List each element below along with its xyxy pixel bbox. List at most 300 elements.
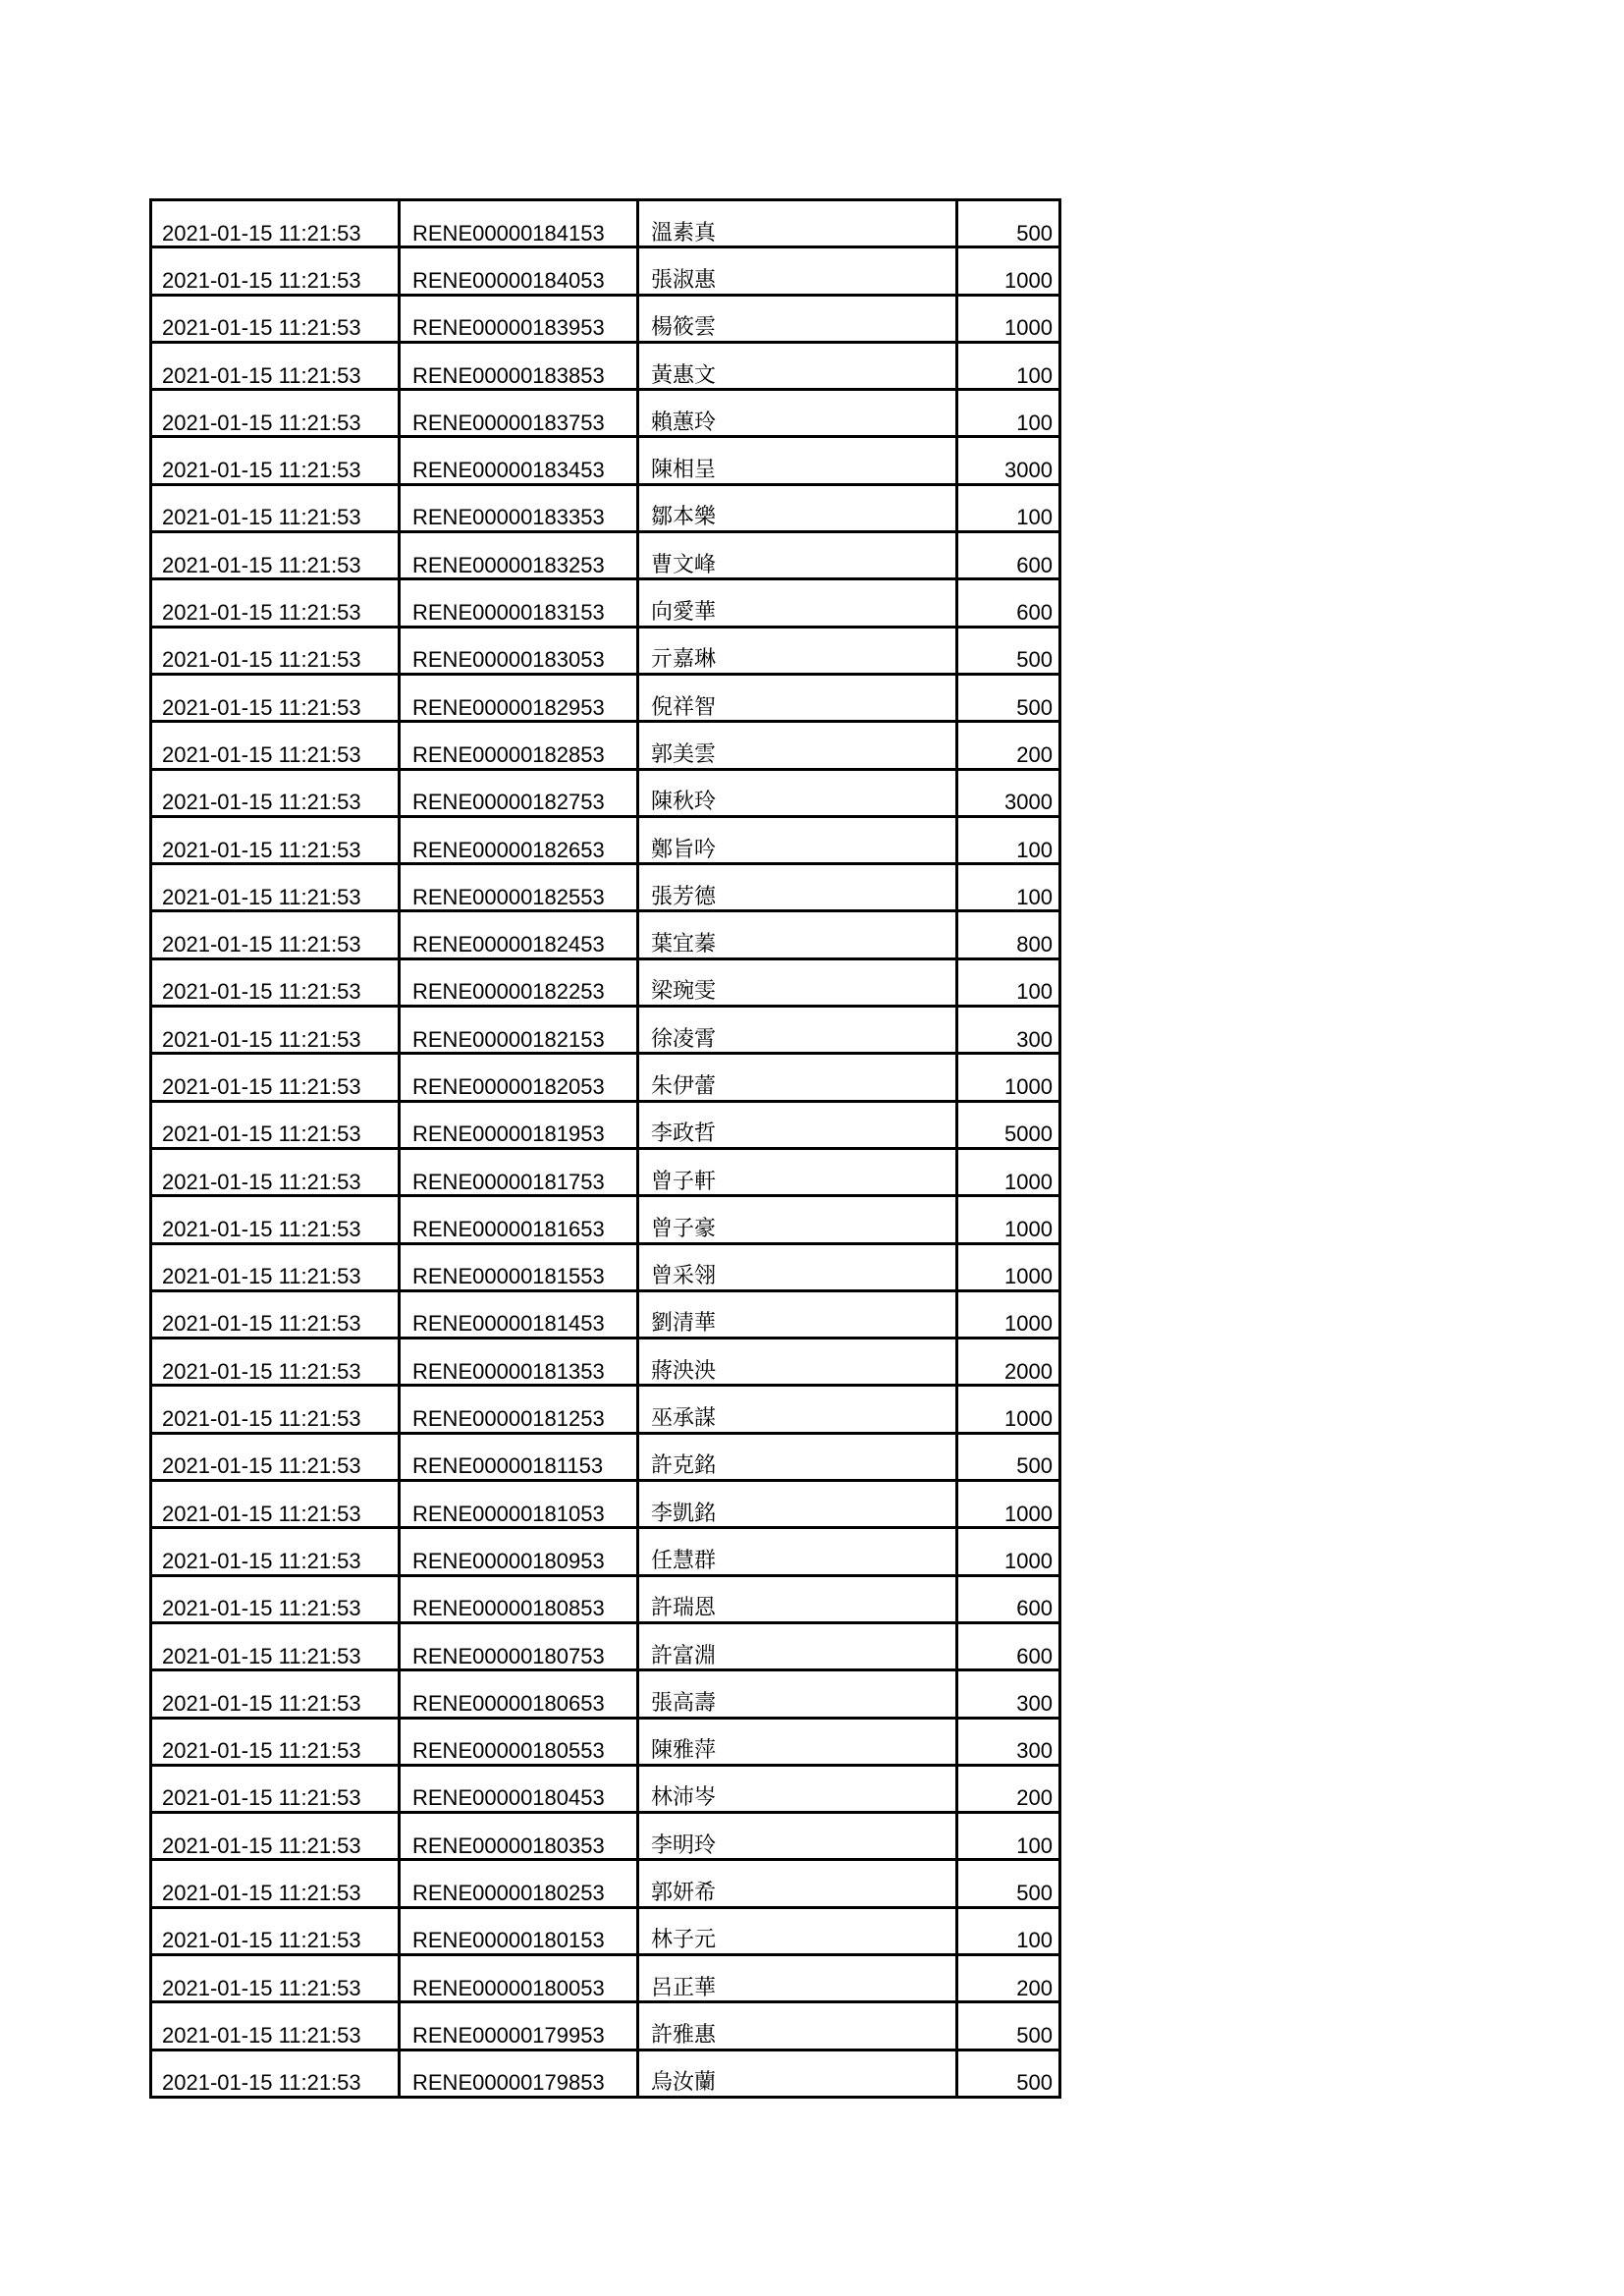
time-cell: [151, 674, 400, 721]
table-row: [151, 342, 1060, 389]
order-id-text: RENE00000183253: [412, 552, 605, 577]
time-text: 2021-01-15 11:21:53: [162, 884, 361, 909]
donor-name-text: 梁琬雯: [651, 979, 717, 1005]
time-cell: [151, 342, 400, 389]
table-row: [151, 1765, 1060, 1812]
time-cell: [151, 579, 400, 627]
time-text: 2021-01-15 11:21:53: [162, 1121, 361, 1147]
order-id-text: RENE00000183053: [412, 647, 605, 673]
donor-name-text: 陳秋玲: [651, 790, 717, 815]
donor-name-text: 鄒本樂: [651, 505, 717, 530]
table-row: [151, 484, 1060, 531]
name-cell: [638, 958, 957, 1006]
time-text: 2021-01-15 11:21:53: [162, 932, 361, 957]
time-text: 2021-01-15 11:21:53: [162, 1358, 361, 1384]
amount-text: 500: [1016, 2070, 1053, 2096]
order-id-cell: [400, 2002, 638, 2050]
time-text: 2021-01-15 11:21:53: [162, 552, 361, 577]
order-id-cell: [400, 342, 638, 389]
name-cell: [638, 1622, 957, 1669]
amount-cell: [957, 295, 1060, 342]
time-text: 2021-01-15 11:21:53: [162, 1975, 361, 2000]
amount-cell: [957, 816, 1060, 863]
name-cell: [638, 247, 957, 295]
time-text: 2021-01-15 11:21:53: [162, 2022, 361, 2048]
order-id-cell: [400, 816, 638, 863]
name-cell: [638, 1481, 957, 1528]
table-row: [151, 769, 1060, 816]
amount-cell: [957, 342, 1060, 389]
order-id-cell: [400, 1954, 638, 2001]
name-cell: [638, 1907, 957, 1954]
time-cell: [151, 1243, 400, 1290]
amount-text: 500: [1016, 220, 1053, 246]
order-id-cell: [400, 1148, 638, 1195]
name-cell: [638, 1860, 957, 1907]
name-cell: [638, 1007, 957, 1054]
time-cell: [151, 484, 400, 531]
time-text: 2021-01-15 11:21:53: [162, 505, 361, 530]
amount-text: 1000: [1004, 1501, 1053, 1526]
table-row: [151, 1054, 1060, 1101]
amount-text: 600: [1016, 552, 1053, 577]
time-text: 2021-01-15 11:21:53: [162, 837, 361, 862]
order-id-cell: [400, 1196, 638, 1243]
name-cell: [638, 1813, 957, 1860]
order-id-cell: [400, 2050, 638, 2097]
time-text: 2021-01-15 11:21:53: [162, 600, 361, 626]
order-id-text: RENE00000182253: [412, 979, 605, 1005]
name-cell: [638, 1196, 957, 1243]
order-id-text: RENE00000181653: [412, 1216, 605, 1241]
order-id-cell: [400, 1386, 638, 1433]
order-id-text: RENE00000184053: [412, 267, 605, 293]
amount-cell: [957, 674, 1060, 721]
time-text: 2021-01-15 11:21:53: [162, 1643, 361, 1668]
amount-cell: [957, 1622, 1060, 1669]
time-cell: [151, 722, 400, 769]
table-row: [151, 1386, 1060, 1433]
time-text: 2021-01-15 11:21:53: [162, 2070, 361, 2096]
order-id-cell: [400, 1481, 638, 1528]
donor-name-text: 劉清華: [651, 1311, 717, 1337]
amount-cell: [957, 864, 1060, 911]
table-row: [151, 627, 1060, 674]
amount-cell: [957, 2002, 1060, 2050]
time-text: 2021-01-15 11:21:53: [162, 790, 361, 815]
time-cell: [151, 1007, 400, 1054]
time-cell: [151, 2050, 400, 2097]
name-cell: [638, 1290, 957, 1338]
order-id-cell: [400, 1528, 638, 1575]
donor-name-text: 向愛華: [651, 600, 717, 626]
amount-cell: [957, 1481, 1060, 1528]
table-row: [151, 1339, 1060, 1386]
amount-cell: [957, 484, 1060, 531]
order-id-text: RENE00000183953: [412, 315, 605, 341]
time-text: 2021-01-15 11:21:53: [162, 315, 361, 341]
order-id-text: RENE00000182053: [412, 1073, 605, 1099]
donor-name-text: 林沛岑: [651, 1785, 717, 1811]
donor-name-text: 徐凌霄: [651, 1026, 717, 1052]
name-cell: [638, 1148, 957, 1195]
amount-text: 1000: [1004, 1548, 1053, 1573]
donor-name-text: 烏汝蘭: [651, 2070, 717, 2096]
time-text: 2021-01-15 11:21:53: [162, 1690, 361, 1716]
name-cell: [638, 2002, 957, 2050]
time-text: 2021-01-15 11:21:53: [162, 979, 361, 1005]
time-cell: [151, 1196, 400, 1243]
amount-text: 2000: [1004, 1358, 1053, 1384]
order-id-text: RENE00000180453: [412, 1785, 605, 1811]
order-id-text: RENE00000182753: [412, 790, 605, 815]
amount-cell: [957, 2050, 1060, 2097]
time-cell: [151, 1575, 400, 1622]
order-id-cell: [400, 1101, 638, 1148]
time-text: 2021-01-15 11:21:53: [162, 1406, 361, 1432]
table-row: [151, 1954, 1060, 2001]
table-row: [151, 390, 1060, 437]
time-cell: [151, 816, 400, 863]
amount-cell: [957, 911, 1060, 958]
order-id-text: RENE00000182853: [412, 741, 605, 767]
amount-cell: [957, 1670, 1060, 1718]
time-cell: [151, 1954, 400, 2001]
order-id-cell: [400, 1813, 638, 1860]
amount-cell: [957, 1196, 1060, 1243]
time-text: 2021-01-15 11:21:53: [162, 458, 361, 483]
table-row: [151, 247, 1060, 295]
amount-text: 1000: [1004, 267, 1053, 293]
amount-text: 100: [1016, 1832, 1053, 1858]
donor-name-text: 鄭旨吟: [651, 837, 717, 862]
time-cell: [151, 1670, 400, 1718]
amount-cell: [957, 1148, 1060, 1195]
table-row: [151, 437, 1060, 484]
order-id-cell: [400, 1290, 638, 1338]
amount-cell: [957, 1813, 1060, 1860]
table-row: [151, 1575, 1060, 1622]
order-id-cell: [400, 958, 638, 1006]
amount-text: 600: [1016, 1643, 1053, 1668]
amount-cell: [957, 722, 1060, 769]
table-row: [151, 816, 1060, 863]
order-id-cell: [400, 674, 638, 721]
table-row: [151, 1528, 1060, 1575]
name-cell: [638, 911, 957, 958]
order-id-cell: [400, 911, 638, 958]
order-id-text: RENE00000182653: [412, 837, 605, 862]
table-row: [151, 1907, 1060, 1954]
time-text: 2021-01-15 11:21:53: [162, 1501, 361, 1526]
donor-name-text: 呂正華: [651, 1975, 717, 2000]
donor-name-text: 巫承謀: [651, 1406, 717, 1432]
order-id-text: RENE00000180353: [412, 1832, 605, 1858]
donation-table: [149, 198, 1061, 2099]
time-cell: [151, 958, 400, 1006]
donor-name-text: 許克銘: [651, 1453, 717, 1479]
order-id-text: RENE00000179853: [412, 2070, 605, 2096]
time-text: 2021-01-15 11:21:53: [162, 741, 361, 767]
donor-name-text: 朱伊蕾: [651, 1073, 717, 1099]
name-cell: [638, 1575, 957, 1622]
amount-text: 1000: [1004, 1264, 1053, 1289]
order-id-cell: [400, 484, 638, 531]
table-row: [151, 1481, 1060, 1528]
time-cell: [151, 247, 400, 295]
time-cell: [151, 1290, 400, 1338]
table-row: [151, 1670, 1060, 1718]
order-id-cell: [400, 1575, 638, 1622]
name-cell: [638, 1054, 957, 1101]
time-text: 2021-01-15 11:21:53: [162, 1881, 361, 1906]
donation-table-body: [151, 200, 1060, 2098]
time-cell: [151, 1907, 400, 1954]
time-cell: [151, 1101, 400, 1148]
order-id-cell: [400, 1433, 638, 1480]
name-cell: [638, 1243, 957, 1290]
name-cell: [638, 532, 957, 579]
amount-text: 100: [1016, 362, 1053, 388]
table-row: [151, 1243, 1060, 1290]
time-cell: [151, 532, 400, 579]
name-cell: [638, 437, 957, 484]
order-id-text: RENE00000183353: [412, 505, 605, 530]
name-cell: [638, 1433, 957, 1480]
amount-text: 500: [1016, 647, 1053, 673]
time-text: 2021-01-15 11:21:53: [162, 1928, 361, 1953]
amount-text: 500: [1016, 694, 1053, 720]
order-id-text: RENE00000181753: [412, 1169, 605, 1194]
time-text: 2021-01-15 11:21:53: [162, 1785, 361, 1811]
name-cell: [638, 342, 957, 389]
amount-text: 3000: [1004, 458, 1053, 483]
order-id-cell: [400, 1243, 638, 1290]
table-row: [151, 1196, 1060, 1243]
order-id-cell: [400, 295, 638, 342]
order-id-cell: [400, 437, 638, 484]
time-cell: [151, 1148, 400, 1195]
time-text: 2021-01-15 11:21:53: [162, 1832, 361, 1858]
table-row: [151, 1101, 1060, 1148]
amount-text: 800: [1016, 932, 1053, 957]
order-id-text: RENE00000181253: [412, 1406, 605, 1432]
table-row: [151, 1860, 1060, 1907]
amount-text: 5000: [1004, 1121, 1053, 1147]
table-row: [151, 1433, 1060, 1480]
amount-text: 600: [1016, 1596, 1053, 1621]
donor-name-text: 林子元: [651, 1928, 717, 1953]
amount-text: 300: [1016, 1738, 1053, 1764]
amount-cell: [957, 1765, 1060, 1812]
time-text: 2021-01-15 11:21:53: [162, 1453, 361, 1479]
name-cell: [638, 1954, 957, 2001]
amount-text: 1000: [1004, 1311, 1053, 1337]
amount-text: 500: [1016, 1881, 1053, 1906]
table-row: [151, 1718, 1060, 1765]
table-row: [151, 579, 1060, 627]
donor-name-text: 蔣泱泱: [651, 1358, 717, 1384]
donor-name-text: 張淑惠: [651, 267, 717, 293]
amount-text: 200: [1016, 1975, 1053, 2000]
donor-name-text: 溫素真: [651, 220, 717, 246]
amount-text: 500: [1016, 1453, 1053, 1479]
name-cell: [638, 200, 957, 247]
amount-cell: [957, 1860, 1060, 1907]
order-id-cell: [400, 1718, 638, 1765]
time-text: 2021-01-15 11:21:53: [162, 410, 361, 435]
amount-cell: [957, 1433, 1060, 1480]
time-text: 2021-01-15 11:21:53: [162, 1548, 361, 1573]
amount-cell: [957, 247, 1060, 295]
table-row: [151, 1622, 1060, 1669]
amount-cell: [957, 769, 1060, 816]
time-cell: [151, 911, 400, 958]
time-cell: [151, 1622, 400, 1669]
order-id-text: RENE00000183453: [412, 458, 605, 483]
name-cell: [638, 484, 957, 531]
amount-cell: [957, 1339, 1060, 1386]
time-text: 2021-01-15 11:21:53: [162, 362, 361, 388]
time-cell: [151, 1054, 400, 1101]
donor-name-text: 曹文峰: [651, 552, 717, 577]
amount-text: 300: [1016, 1690, 1053, 1716]
amount-cell: [957, 627, 1060, 674]
time-cell: [151, 627, 400, 674]
donor-name-text: 張芳德: [651, 884, 717, 909]
time-text: 2021-01-15 11:21:53: [162, 267, 361, 293]
order-id-text: RENE00000181953: [412, 1121, 605, 1147]
order-id-cell: [400, 1054, 638, 1101]
amount-cell: [957, 200, 1060, 247]
time-cell: [151, 864, 400, 911]
table-row: [151, 722, 1060, 769]
order-id-cell: [400, 200, 638, 247]
name-cell: [638, 627, 957, 674]
amount-text: 100: [1016, 505, 1053, 530]
table-row: [151, 1290, 1060, 1338]
amount-text: 100: [1016, 1928, 1053, 1953]
order-id-cell: [400, 722, 638, 769]
amount-cell: [957, 1007, 1060, 1054]
time-cell: [151, 1481, 400, 1528]
order-id-text: RENE00000184153: [412, 220, 605, 246]
order-id-text: RENE00000180853: [412, 1596, 605, 1621]
amount-cell: [957, 1290, 1060, 1338]
order-id-text: RENE00000180653: [412, 1690, 605, 1716]
amount-cell: [957, 1528, 1060, 1575]
order-id-cell: [400, 1670, 638, 1718]
donor-name-text: 楊筱雲: [651, 315, 717, 341]
amount-text: 1000: [1004, 1169, 1053, 1194]
time-text: 2021-01-15 11:21:53: [162, 1738, 361, 1764]
time-cell: [151, 437, 400, 484]
donor-name-text: 郭美雲: [651, 741, 717, 767]
amount-text: 100: [1016, 979, 1053, 1005]
time-cell: [151, 1813, 400, 1860]
order-id-cell: [400, 1860, 638, 1907]
order-id-text: RENE00000180253: [412, 1881, 605, 1906]
order-id-text: RENE00000180153: [412, 1928, 605, 1953]
order-id-cell: [400, 1765, 638, 1812]
table-row: [151, 911, 1060, 958]
time-text: 2021-01-15 11:21:53: [162, 647, 361, 673]
name-cell: [638, 1718, 957, 1765]
donor-name-text: 李凱銘: [651, 1501, 717, 1526]
order-id-text: RENE00000183153: [412, 600, 605, 626]
donor-name-text: 陳相呈: [651, 458, 717, 483]
table-row: [151, 1148, 1060, 1195]
order-id-text: RENE00000181053: [412, 1501, 605, 1526]
order-id-cell: [400, 532, 638, 579]
time-cell: [151, 769, 400, 816]
time-cell: [151, 2002, 400, 2050]
donor-name-text: 許富淵: [651, 1643, 717, 1668]
amount-cell: [957, 1243, 1060, 1290]
table-row: [151, 1007, 1060, 1054]
order-id-text: RENE00000181153: [412, 1453, 604, 1479]
table-row: [151, 674, 1060, 721]
donor-name-text: 李明玲: [651, 1832, 717, 1858]
time-cell: [151, 200, 400, 247]
donor-name-text: 黃惠文: [651, 362, 717, 388]
time-text: 2021-01-15 11:21:53: [162, 1311, 361, 1337]
order-id-text: RENE00000180053: [412, 1975, 605, 2000]
amount-cell: [957, 958, 1060, 1006]
order-id-cell: [400, 627, 638, 674]
table-row: [151, 2050, 1060, 2097]
table-row: [151, 864, 1060, 911]
amount-cell: [957, 437, 1060, 484]
time-cell: [151, 1765, 400, 1812]
time-cell: [151, 1386, 400, 1433]
name-cell: [638, 1101, 957, 1148]
amount-text: 100: [1016, 837, 1053, 862]
order-id-text: RENE00000182553: [412, 884, 605, 909]
order-id-cell: [400, 1907, 638, 1954]
amount-text: 500: [1016, 2022, 1053, 2048]
order-id-text: RENE00000180753: [412, 1643, 605, 1668]
name-cell: [638, 1670, 957, 1718]
name-cell: [638, 769, 957, 816]
order-id-cell: [400, 247, 638, 295]
order-id-cell: [400, 864, 638, 911]
time-cell: [151, 390, 400, 437]
donor-name-text: 任慧群: [651, 1548, 717, 1573]
table-row: [151, 1813, 1060, 1860]
table-row: [151, 958, 1060, 1006]
order-id-text: RENE00000182953: [412, 694, 605, 720]
name-cell: [638, 864, 957, 911]
donor-name-text: 曾子軒: [651, 1169, 717, 1194]
order-id-text: RENE00000181553: [412, 1264, 605, 1289]
amount-text: 100: [1016, 884, 1053, 909]
donor-name-text: 亓嘉琳: [651, 647, 717, 673]
order-id-text: RENE00000181453: [412, 1311, 605, 1337]
donor-name-text: 曾子豪: [651, 1216, 717, 1241]
name-cell: [638, 1765, 957, 1812]
time-cell: [151, 1528, 400, 1575]
name-cell: [638, 2050, 957, 2097]
time-text: 2021-01-15 11:21:53: [162, 220, 361, 246]
name-cell: [638, 579, 957, 627]
donor-name-text: 曾采翎: [651, 1264, 717, 1289]
donor-name-text: 陳雅萍: [651, 1738, 717, 1764]
amount-cell: [957, 1386, 1060, 1433]
order-id-text: RENE00000180553: [412, 1738, 605, 1764]
table-row: [151, 200, 1060, 247]
time-cell: [151, 1433, 400, 1480]
